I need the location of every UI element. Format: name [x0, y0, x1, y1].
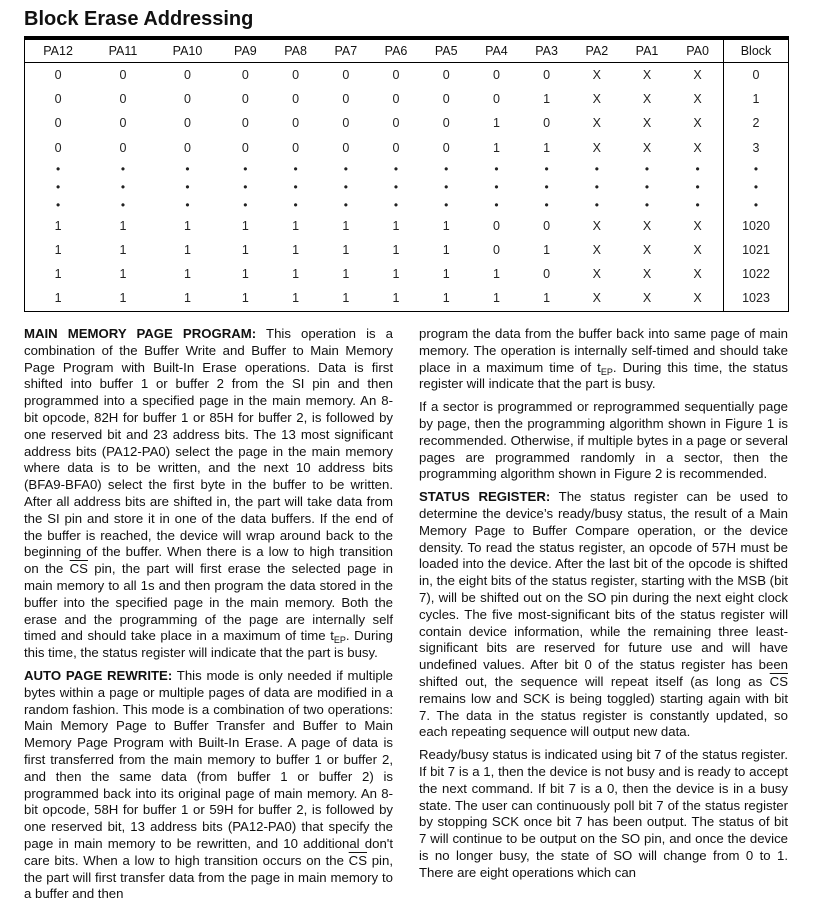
address-bit-cell: • [120, 161, 126, 176]
table-row [25, 63, 789, 88]
address-bit-cell: 0 [492, 68, 500, 83]
address-bit-cell: 0 [292, 68, 300, 83]
paragraph-main-memory-page-program: MAIN MEMORY PAGE PROGRAM: This operation is a combination of the Buffer Write and Buffer to Main Memory Page Program with Built-In Erase operations. Data is first shifted into buffer 1 or buffer 2 from the SI pin and then programmed into a specified page in the main memory. An 8-bit opcode, 82H for buffer 1 or 85H for buffer 2, is followed by one reserved bit and 23 address bits. The 13 most significant address bits (PA12-PA0) select the page in the main memory where data is to be written, and the next 10 address bits (BFA9-BFA0) select the first byte in the buffer to be written. After all address bits are shifted in, the part will take data from the SI pin and store it in one of the data buffers. If the end of the buffer is reached, the device will wrap around back to the beginning of the buffer. When there is a low to high transition on the $\overline{CS}$ pin, the part will first erase the selected page in main memory to all 1s and then program the data stored in the buffer into the specified page in the main memory. Both the erase and the programming of the page are internally self timed and should take place in a maximum of time $t_{EP}$. During this time, the status register will indicate that the part is busy. [24, 326, 393, 661]
address-bit-cell: 0 [492, 243, 500, 258]
address-bit-cell: • [644, 197, 650, 212]
cs-signal: $\overline{CS}$ [769, 673, 788, 689]
block-cell: 1 [724, 87, 789, 111]
heading-status-register: STATUS REGISTER: [419, 489, 551, 505]
address-bit-cell: 0 [442, 68, 450, 83]
address-bit-cell: 1 [292, 243, 300, 258]
address-bit-cell: X [693, 218, 702, 233]
address-bit-cell: 1 [119, 218, 127, 233]
address-bit-cell: X [693, 291, 702, 306]
address-bit-cell: 1 [184, 243, 191, 258]
address-bit-cell: • [185, 161, 190, 176]
address-bit-cell: 1 [292, 218, 300, 233]
table-header-row [25, 38, 789, 63]
address-bit-cell: X [592, 218, 601, 233]
address-bit-cell: • [120, 197, 126, 212]
heading-auto-page-rewrite: AUTO PAGE REWRITE: [24, 667, 173, 683]
address-bit-cell: X [693, 243, 702, 258]
block-cell: 3 [724, 136, 789, 160]
address-bit-cell: • [185, 179, 190, 194]
address-bit-cell: • [594, 161, 599, 176]
address-bit-cell: • [393, 161, 399, 176]
block-cell: • [724, 178, 789, 196]
left-column [24, 326, 393, 909]
address-bit-cell: 0 [442, 116, 450, 131]
address-bit-cell: 0 [292, 140, 300, 155]
address-bit-cell: • [393, 179, 399, 194]
address-bit-cell: 1 [241, 291, 249, 306]
address-bit-cell: 0 [292, 116, 300, 131]
address-bit-cell: 1 [442, 267, 450, 282]
block-cell: 1023 [724, 286, 789, 311]
address-bit-cell: 1 [54, 218, 62, 233]
table-row [25, 111, 789, 135]
address-bit-cell: X [642, 291, 652, 306]
address-bit-cell: 0 [54, 140, 62, 155]
address-bit-cell: 1 [442, 218, 450, 233]
address-bit-cell: X [592, 92, 601, 107]
address-bit-cell: 0 [241, 68, 249, 83]
address-bit-cell: 0 [492, 92, 500, 107]
address-bit-cell: • [494, 179, 499, 194]
column-header: PA9 [220, 38, 270, 63]
table-row [25, 136, 789, 160]
address-bit-cell: • [55, 197, 61, 212]
address-bit-cell: 1 [119, 291, 127, 306]
block-cell: 1022 [724, 262, 789, 286]
address-bit-cell: 1 [392, 243, 400, 258]
column-header: PA8 [271, 38, 321, 63]
address-bit-cell: • [695, 179, 700, 194]
address-bit-cell: 1 [392, 291, 400, 306]
address-bit-cell: • [644, 179, 650, 194]
address-bit-cell: 0 [184, 68, 191, 83]
address-bit-cell: • [544, 197, 549, 212]
column-header: PA12 [25, 38, 92, 63]
cs-signal: $\overline{CS}$ [348, 852, 367, 868]
address-bit-cell: • [644, 161, 650, 176]
block-cell: 1020 [724, 214, 789, 238]
table-row [25, 238, 789, 262]
address-bit-cell: 0 [392, 140, 400, 155]
address-bit-cell: 1 [292, 267, 300, 282]
address-bit-cell: 0 [241, 92, 249, 107]
address-bit-cell: 0 [442, 92, 450, 107]
column-header: PA6 [371, 38, 421, 63]
heading-main-memory-page-program: MAIN MEMORY PAGE PROGRAM: [24, 326, 257, 341]
address-bit-cell: X [693, 92, 702, 107]
address-bit-cell: X [693, 267, 702, 282]
address-bit-cell: 1 [342, 243, 350, 258]
address-bit-cell: • [695, 161, 700, 176]
table-row [25, 214, 789, 238]
address-bit-cell: 0 [543, 267, 551, 282]
address-bit-cell: X [642, 116, 652, 131]
address-bit-cell: 0 [119, 116, 127, 131]
address-bit-cell: 0 [543, 68, 551, 83]
address-bit-cell: X [592, 267, 601, 282]
address-bit-cell: • [343, 179, 348, 194]
address-bit-cell: • [55, 161, 61, 176]
address-bit-cell: 1 [241, 267, 249, 282]
block-cell: • [724, 196, 789, 214]
address-bit-cell: 1 [54, 291, 62, 306]
column-header: PA4 [471, 38, 521, 63]
address-bit-cell: 1 [54, 267, 62, 282]
address-bit-cell: • [293, 197, 298, 212]
address-bit-cell: 0 [54, 68, 62, 83]
address-bit-cell: 0 [342, 140, 350, 155]
address-bit-cell: 0 [241, 140, 249, 155]
address-bit-cell: 0 [392, 92, 400, 107]
address-bit-cell: 0 [442, 140, 450, 155]
address-bit-cell: X [592, 116, 601, 131]
address-bit-cell: 1 [54, 243, 62, 258]
column-header: PA7 [321, 38, 371, 63]
address-bit-cell: • [343, 197, 348, 212]
address-bit-cell: X [693, 140, 702, 155]
address-bit-cell: X [693, 116, 702, 131]
address-bit-cell: X [592, 140, 601, 155]
address-bit-cell: 1 [119, 243, 127, 258]
address-bit-cell: 0 [543, 116, 551, 131]
address-bit-cell: 1 [543, 243, 551, 258]
address-bit-cell: 1 [184, 267, 191, 282]
address-bit-cell: X [592, 243, 601, 258]
address-bit-cell: 1 [543, 291, 551, 306]
address-bit-cell: 0 [119, 68, 127, 83]
address-bit-cell: • [243, 161, 248, 176]
address-bit-cell: • [393, 197, 399, 212]
block-cell: • [724, 160, 789, 178]
address-bit-cell: X [642, 243, 652, 258]
address-bit-cell: 1 [543, 140, 551, 155]
address-bit-cell: 0 [392, 116, 400, 131]
address-bit-cell: 0 [184, 116, 191, 131]
address-bit-cell: 1 [442, 243, 450, 258]
address-bit-cell: • [120, 179, 126, 194]
address-bit-cell: 0 [342, 92, 350, 107]
address-bit-cell: • [494, 161, 499, 176]
address-bit-cell: • [544, 161, 549, 176]
address-bit-cell: • [343, 161, 348, 176]
address-bit-cell: 1 [492, 140, 500, 155]
address-bit-cell: • [544, 179, 549, 194]
table-row [25, 286, 789, 311]
right-column [419, 326, 788, 888]
address-bit-cell: 0 [54, 92, 62, 107]
address-bit-cell: 1 [492, 116, 500, 131]
address-bit-cell: • [444, 161, 449, 176]
paragraph-auto-page-rewrite-continued: program the data from the buffer back into same page of main memory. The operation is internally self-timed and should take place in a maximum time of $t_{EP}$. During this time, the status register will indicate that the part is busy. [419, 326, 788, 392]
address-bit-cell: 1 [342, 218, 350, 233]
address-bit-cell: 1 [119, 267, 127, 282]
address-bit-cell: 1 [392, 218, 400, 233]
address-bit-cell: • [185, 197, 190, 212]
address-bit-cell: 0 [241, 116, 249, 131]
address-bit-cell: 0 [54, 116, 62, 131]
block-erase-addressing-table [24, 36, 789, 312]
table-body [25, 63, 789, 312]
address-bit-cell: 1 [342, 267, 350, 282]
address-bit-cell: • [594, 179, 599, 194]
block-cell: 1021 [724, 238, 789, 262]
address-bit-cell: 1 [292, 291, 300, 306]
address-bit-cell: 0 [342, 68, 350, 83]
address-bit-cell: 0 [543, 218, 551, 233]
address-bit-cell: 0 [184, 140, 191, 155]
table-row [25, 196, 789, 214]
address-bit-cell: X [642, 92, 652, 107]
paragraph-auto-page-rewrite: AUTO PAGE REWRITE: This mode is only needed if multiple bytes within a page or multiple pages of data are modified in a random fashion. This mode is a combination of two operations: Main Memory Page to Buffer Transfer and Buffer to Main Memory Page Program with Built-In Erase. A page of data is first transferred from the main memory to buffer 1 or buffer 2, and then the same data (from buffer 1 or buffer 2) is programmed back into its original page of main memory. An 8-bit opcode, 58H for buffer 1 or 59H for buffer 2, is followed by one reserved bit, 13 address bits (PA12-PA0) that specify the page in main memory to be rewritten, and 10 additional don't care bits. When a low to high transition occurs on the $\overline{CS}$ pin, the part will first transfer data from the page in main memory to a buffer and then [24, 667, 393, 902]
address-bit-cell: 1 [392, 267, 400, 282]
address-bit-cell: 0 [492, 218, 500, 233]
block-cell: 0 [724, 63, 789, 88]
address-bit-cell: • [695, 197, 700, 212]
address-bit-cell: • [243, 197, 248, 212]
column-header: PA2 [572, 38, 622, 63]
address-bit-cell: • [444, 179, 449, 194]
column-header: PA0 [672, 38, 723, 63]
column-header: PA1 [622, 38, 672, 63]
column-header: PA11 [91, 38, 155, 63]
address-bit-cell: X [592, 68, 601, 83]
address-bit-cell: • [293, 179, 298, 194]
block-cell: 2 [724, 111, 789, 135]
column-header: PA5 [421, 38, 471, 63]
address-bit-cell: 1 [184, 218, 191, 233]
address-bit-cell: X [642, 68, 652, 83]
column-header-block: Block [724, 38, 789, 63]
address-bit-cell: 0 [184, 92, 191, 107]
address-bit-cell: 1 [241, 243, 249, 258]
address-bit-cell: 1 [492, 267, 500, 282]
paragraph-ready-busy: Ready/busy status is indicated using bit 7 of the status register. If bit 7 is a 1, then the device is not busy and is ready to accept the next command. If bit 7 is a 0, then the device is in a busy state. The user can continuously poll bit 7 of the status register by stopping SCK once bit 7 has been output. The status of bit 7 will continue to be output on the SO pin, and once the device is no longer busy, the state of SO will change from 0 to 1. There are eight operations which can [419, 747, 788, 880]
cs-signal: $\overline{CS}$ [69, 561, 88, 577]
address-bit-cell: • [55, 179, 61, 194]
column-header: PA10 [155, 38, 221, 63]
address-bit-cell: • [594, 197, 599, 212]
address-bit-cell: 0 [392, 68, 400, 83]
address-bit-cell: 1 [241, 218, 249, 233]
address-bit-cell: 0 [342, 116, 350, 131]
paragraph-sector-note: If a sector is programmed or reprogrammed sequentially page by page, then the programming algorithm shown in Figure 1 is recommended. Otherwise, if multiple bytes in a page or several pages are programmed randomly in a sector, then the programming algorithm shown in Figure 2 is recommended. [419, 399, 788, 482]
address-bit-cell: 1 [492, 291, 500, 306]
section-title: Block Erase Addressing [24, 8, 254, 30]
table-row [25, 178, 789, 196]
address-bit-cell: 0 [292, 92, 300, 107]
address-bit-cell: 1 [342, 291, 350, 306]
address-bit-cell: 0 [119, 140, 127, 155]
paragraph-status-register: STATUS REGISTER: The status register can be used to determine the device’s ready/busy status, the result of a Main Memory Page to Buffer Compare operation, or the device density. To read the status register, an opcode of 57H must be loaded into the device. After the last bit of the opcode is shifted in, the eight bits of the status register, starting with the MSB (bit 7), will be shifted out on the SO pin during the next eight clock cycles. The five most-significant bits of the status register will contain device information, while the remaining three least-significant bits are reserved for future use and will have undefined values. After bit 0 of the status register has been shifted out, the sequence will repeat itself (as long as $\overline{CS}$ remains low and SCK is being toggled) starting again with bit 7. The data in the status register is constantly updated, so each repeating sequence will output new data. [419, 489, 788, 740]
table-row [25, 262, 789, 286]
address-bit-cell: X [642, 140, 652, 155]
address-bit-cell: • [243, 179, 248, 194]
address-bit-cell: 1 [543, 92, 551, 107]
address-bit-cell: X [642, 218, 652, 233]
address-bit-cell: • [293, 161, 298, 176]
address-bit-cell: 1 [442, 291, 450, 306]
table-row [25, 160, 789, 178]
address-bit-cell: X [592, 291, 601, 306]
address-bit-cell: • [494, 197, 499, 212]
address-bit-cell: X [642, 267, 652, 282]
address-bit-cell: • [444, 197, 449, 212]
address-bit-cell: 1 [184, 291, 191, 306]
column-header: PA3 [522, 38, 572, 63]
address-bit-cell: 0 [119, 92, 127, 107]
address-bit-cell: X [693, 68, 702, 83]
table-row [25, 87, 789, 111]
